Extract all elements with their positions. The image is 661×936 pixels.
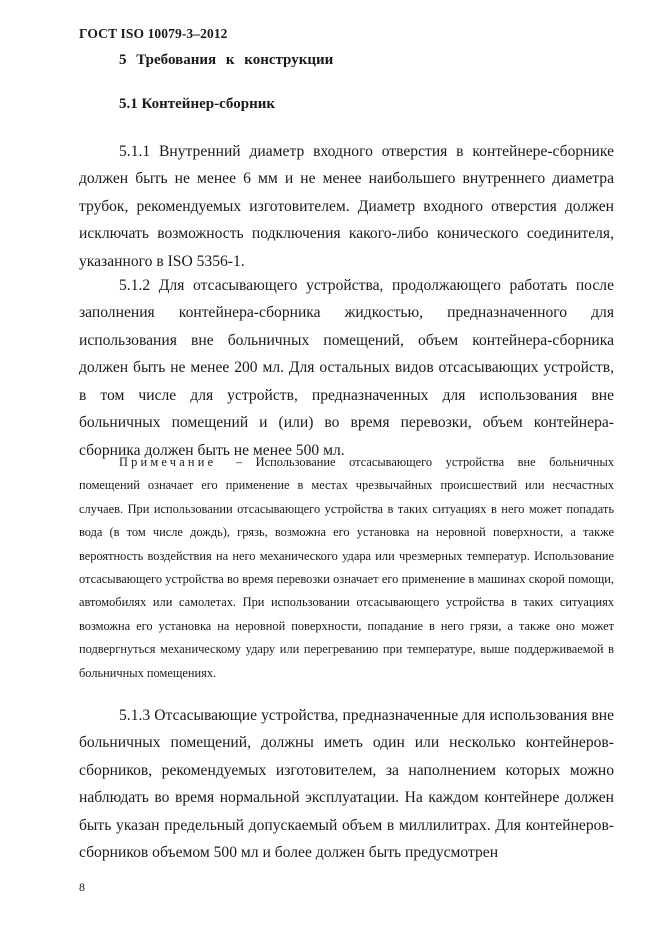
section-title: 5 Требования к конструкции [119,52,334,68]
note-label: Примечание [119,455,217,469]
note-block [79,451,614,685]
paragraph-5-1-1: 5.1.1 Внутренний диаметр входного отверстия в контейнере-сборнике должен быть не менее 6 мм и не менее наибольшего внутреннего диаметра трубок, рекомендуемых изготовителем. Диаметр входного отверстия должен исключать возможность подключения какого-либо конического соединителя, указанного в ISO 5356-1. [79,142,614,270]
paragraph-5-1-2: 5.1.2 Для отсасывающего устройства, продолжающего работать после заполнения контейнера-сборника жидкостью, предназначенного для использования вне больничных помещений, объем контейнера-сборника должен быть не менее 200 мл. Для остальных видов отсасывающих устройств, в том числе для устройств, предназначенных для использования вне больничных помещений и (или) во время перевозки, объем контейнера-сборника должен быть не менее 500 мл. [79,276,614,459]
paragraph-5-1-3: 5.1.3 Отсасывающие устройства, предназначенные для использования вне больничных помещений, должны иметь один или несколько контейнеров-сборников, рекомендуемых изготовителем, за наполнением которых можно наблюдать во время нормальной эксплуатации. На каждом контейнере должен быть указан предельный допускаемый объем в миллилитрах. Для контейнеров-сборников объемом 500 мл и более должен быть предусмотрен [79,706,614,862]
page-number: 8 [79,880,85,894]
note-text: – Использование отсасывающего устройства вне больничных помещений означает его применение в местах чрезвычайных происшествий или несчастных случаев. При использовании отсасывающего устройства в таких ситуациях в него может попадать вода (в том числе дождь), грязь, возможна его установка на неровной поверхности, а также вероятность воздействия на него механического удара или чрезмерных температур. Использование отсасывающего устройства во время перевозки означает его применение в машинах скорой помощи, автомобилях или самолетах. При использовании отсасывающего устройства в таких ситуациях возможна его установка на неровной поверхности, попадание в него грязи, а также оно может подвергнуться механическому удару или перегреванию при температуре, выше поддерживаемой в больничных помещениях. [79,455,614,680]
subsection-title: 5.1 Контейнер-сборник [119,96,275,112]
standard-header: ГОСТ ISO 10079-3–2012 [79,26,228,41]
